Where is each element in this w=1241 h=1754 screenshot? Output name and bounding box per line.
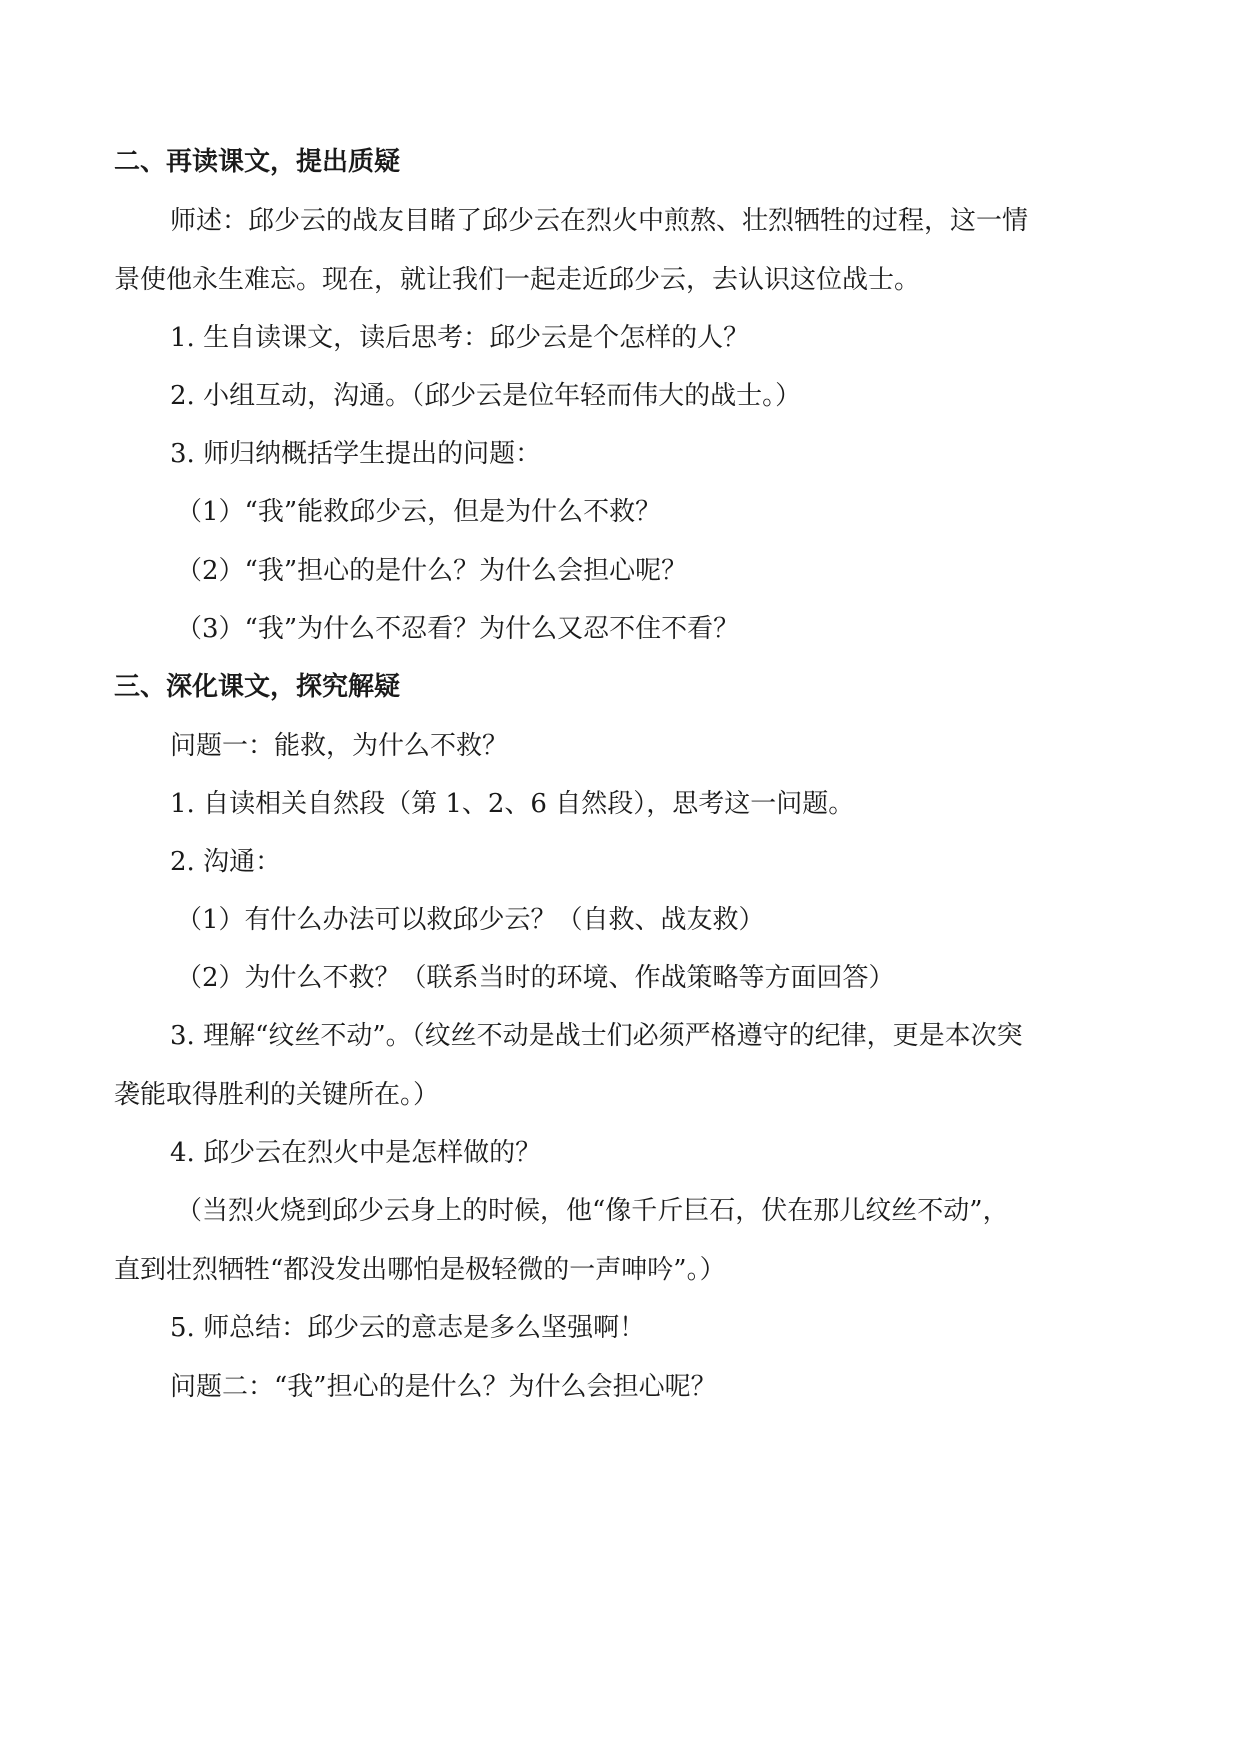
section-heading-3: 三、深化课文，探究解疑 (114, 672, 401, 702)
list-item-line-1: 3. 理解“纹丝不动”。（纹丝不动是战士们必须严格遵守的纪律，更是本次突 (170, 1021, 1023, 1051)
list-item: 4. 邱少云在烈火中是怎样做的？ (170, 1138, 542, 1168)
list-item: 5. 师总结：邱少云的意志是多么坚强啊！ (170, 1313, 646, 1343)
question-two: 问题二：“我”担心的是什么？为什么会担心呢？ (170, 1372, 717, 1402)
list-item: 3. 师归纳概括学生提出的问题： (170, 439, 542, 469)
narration-line-2: 景使他永生难忘。现在，就让我们一起走近邱少云，去认识这位战士。 (114, 265, 921, 295)
answer-line-1: （当烈火烧到邱少云身上的时候，他“像千斤巨石，伏在那儿纹丝不动”， (176, 1196, 1009, 1226)
sub-item: （2）为什么不救？（联系当时的环境、作战策略等方面回答） (176, 963, 895, 993)
list-item: 1. 生自读课文，读后思考：邱少云是个怎样的人？ (170, 323, 750, 353)
question-item: （1）“我”能救邱少云，但是为什么不救？ (176, 497, 662, 527)
list-item: 1. 自读相关自然段（第 1、2、6 自然段），思考这一问题。 (170, 789, 855, 819)
section-heading-2: 二、再读课文，提出质疑 (114, 147, 401, 177)
list-item-line-2: 袭能取得胜利的关键所在。） (114, 1080, 440, 1110)
narration-line-1: 师述：邱少云的战友目睹了邱少云在烈火中煎熬、壮烈牺牲的过程，这一情 (170, 206, 1029, 236)
question-item: （3）“我”为什么不忍看？为什么又忍不住不看？ (176, 614, 740, 644)
answer-line-2: 直到壮烈牺牲“都没发出哪怕是极轻微的一声呻吟”。） (114, 1255, 726, 1285)
question-item: （2）“我”担心的是什么？为什么会担心呢？ (176, 556, 688, 586)
question-one: 问题一：能救，为什么不救？ (170, 731, 509, 761)
sub-item: （1）有什么办法可以救邱少云？（自救、战友救） (176, 905, 765, 935)
list-item: 2. 沟通： (170, 847, 282, 877)
list-item: 2. 小组互动，沟通。（邱少云是位年轻而伟大的战士。） (170, 381, 802, 411)
